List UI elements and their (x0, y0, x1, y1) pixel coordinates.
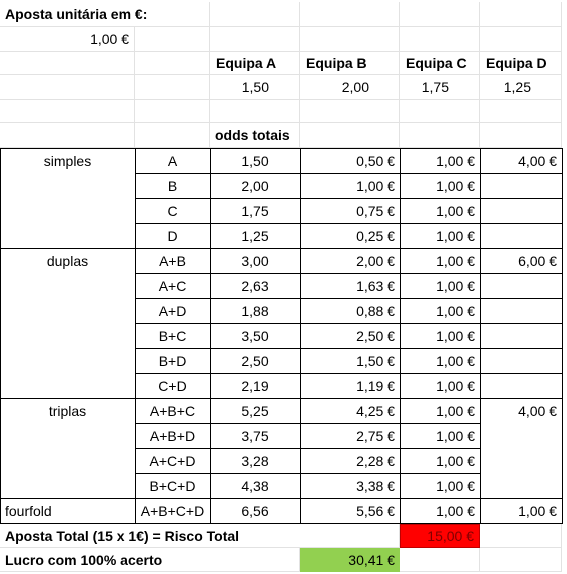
total-risk-value[interactable]: 15,00 € (400, 524, 480, 548)
stake[interactable]: 1,00 € (436, 277, 475, 294)
table-border-h (480, 148, 563, 149)
team-odds[interactable]: 1,50 (210, 75, 300, 100)
group-label[interactable]: duplas (46, 252, 89, 269)
combo[interactable]: A (167, 152, 178, 169)
grid-cell[interactable] (210, 2, 300, 27)
grid-cell[interactable] (400, 548, 480, 572)
table-border-v (135, 148, 136, 523)
grid-cell[interactable] (0, 123, 135, 148)
group-total[interactable] (480, 298, 562, 323)
profit[interactable]: 4,25 € (356, 402, 395, 419)
profit-value[interactable]: 30,41 € (300, 548, 400, 572)
combo[interactable]: A+B+C+D (140, 502, 205, 519)
group-label[interactable] (0, 448, 135, 473)
combined-odds[interactable]: 4,38 (241, 477, 269, 494)
table-border-h (480, 348, 563, 349)
combined-odds[interactable]: 1,75 (241, 202, 269, 219)
combo[interactable]: A+B (159, 252, 186, 269)
group-label[interactable]: triplas (48, 402, 87, 419)
profit[interactable]: 1,19 € (356, 377, 395, 394)
grid-cell[interactable] (0, 100, 135, 123)
team-header[interactable]: Equipa A (210, 52, 300, 75)
stake[interactable]: 1,00 € (436, 427, 475, 444)
table-border-v (480, 148, 481, 523)
combo[interactable]: C+D (158, 377, 187, 394)
group-total[interactable] (480, 273, 562, 298)
table-border-h (480, 373, 563, 374)
unit-stake[interactable]: 1,00 € (0, 27, 135, 52)
combined-odds[interactable]: 2,50 (241, 352, 269, 369)
group-label[interactable] (0, 273, 135, 298)
grid-cell[interactable] (480, 100, 562, 123)
table-border-h (135, 298, 481, 299)
profit[interactable]: 0,50 € (356, 152, 395, 169)
profit-label[interactable]: Lucro com 100% acerto (5, 552, 163, 568)
odds-header[interactable]: odds totais (210, 123, 300, 148)
table-border-v (400, 148, 401, 523)
team-odds[interactable]: 2,00 (300, 75, 400, 100)
grid-cell[interactable] (400, 100, 480, 123)
team-header[interactable]: Equipa C (400, 52, 480, 75)
table-border-h (135, 173, 481, 174)
group-total[interactable]: 6,00 € (518, 252, 557, 269)
group-total[interactable] (480, 373, 562, 398)
table-border-h (135, 348, 481, 349)
table-border-h (480, 298, 563, 299)
table-border-v (0, 148, 1, 523)
stake[interactable]: 1,00 € (436, 377, 475, 394)
group-label[interactable] (0, 373, 135, 398)
profit[interactable]: 2,28 € (356, 452, 395, 469)
combined-odds[interactable]: 2,00 (241, 177, 269, 194)
grid-cell[interactable] (480, 27, 562, 52)
table-border-h (480, 223, 563, 224)
grid-cell[interactable] (300, 100, 400, 123)
grid-cell[interactable] (0, 75, 135, 100)
combined-odds[interactable]: 1,50 (241, 152, 269, 169)
table-border-h (135, 148, 481, 149)
grid-cell[interactable] (135, 52, 210, 75)
sheet-title[interactable]: Aposta unitária em €: (0, 2, 210, 27)
group-label[interactable] (0, 298, 135, 323)
group-label[interactable] (0, 323, 135, 348)
group-label[interactable]: fourfold (5, 502, 52, 519)
table-border-h (135, 373, 481, 374)
stake[interactable]: 1,00 € (436, 402, 475, 419)
stake[interactable]: 1,00 € (436, 477, 475, 494)
stake[interactable]: 1,00 € (436, 177, 475, 194)
stake[interactable]: 1,00 € (436, 252, 475, 269)
grid-cell[interactable] (400, 27, 480, 52)
profit[interactable]: 2,75 € (356, 427, 395, 444)
profit[interactable]: 5,56 € (356, 502, 395, 519)
group-total[interactable] (480, 448, 562, 473)
combo[interactable]: A+C (158, 277, 187, 294)
table-border-h (0, 148, 136, 149)
grid-cell[interactable] (400, 2, 480, 27)
group-label[interactable] (0, 173, 135, 198)
combined-odds[interactable]: 1,88 (241, 302, 269, 319)
table-border-h (480, 498, 563, 499)
combined-odds[interactable]: 1,25 (241, 227, 269, 244)
grid-cell[interactable] (300, 123, 400, 148)
combined-odds[interactable]: 3,28 (241, 452, 269, 469)
group-total[interactable] (480, 223, 562, 248)
group-total[interactable] (480, 198, 562, 223)
stake[interactable]: 1,00 € (436, 302, 475, 319)
grid-cell[interactable] (480, 2, 562, 27)
combined-odds[interactable]: 2,19 (241, 377, 269, 394)
grid-cell[interactable] (135, 100, 210, 123)
profit[interactable]: 1,50 € (356, 352, 395, 369)
group-label[interactable] (0, 348, 135, 373)
team-odds[interactable]: 1,25 (480, 75, 562, 100)
combined-odds[interactable]: 3,75 (241, 427, 269, 444)
table-border-h (480, 248, 563, 249)
table-border-h (0, 498, 136, 499)
stake[interactable]: 1,00 € (436, 202, 475, 219)
grid-cell[interactable] (135, 75, 210, 100)
table-border-v (210, 148, 211, 523)
table-border-h (135, 423, 481, 424)
combo[interactable]: D (167, 227, 178, 244)
combined-odds[interactable]: 6,56 (241, 502, 269, 519)
combined-odds[interactable]: 3,00 (241, 252, 269, 269)
group-total[interactable] (480, 173, 562, 198)
stake[interactable]: 1,00 € (436, 152, 475, 169)
group-total[interactable]: 4,00 € (518, 152, 557, 169)
grid-cell[interactable] (480, 524, 562, 548)
table-border-h (480, 198, 563, 199)
group-label[interactable] (0, 223, 135, 248)
grid-cell[interactable] (400, 123, 480, 148)
table-border-h (0, 248, 136, 249)
table-border-h (135, 498, 481, 499)
combo[interactable]: A+D (158, 302, 187, 319)
stake[interactable]: 1,00 € (436, 452, 475, 469)
group-label[interactable] (0, 423, 135, 448)
team-header[interactable]: Equipa B (300, 52, 400, 75)
group-total[interactable] (480, 348, 562, 373)
total-risk-label[interactable]: Aposta Total (15 x 1€) = Risco Total (5, 528, 240, 544)
table-border-v (300, 148, 301, 523)
table-border-h (135, 198, 481, 199)
grid-cell[interactable] (480, 548, 562, 572)
table-border-h (135, 248, 481, 249)
profit[interactable]: 1,00 € (356, 177, 395, 194)
group-label[interactable] (0, 198, 135, 223)
combined-odds[interactable]: 2,63 (241, 277, 269, 294)
profit[interactable]: 1,63 € (356, 277, 395, 294)
table-border-h (480, 398, 563, 399)
combo[interactable]: C (167, 202, 178, 219)
group-total[interactable] (480, 423, 562, 448)
profit[interactable]: 0,75 € (356, 202, 395, 219)
grid-cell[interactable] (300, 2, 400, 27)
group-total[interactable]: 4,00 € (518, 402, 557, 419)
group-total[interactable] (480, 323, 562, 348)
grid-cell[interactable] (135, 123, 210, 148)
table-border-h (135, 273, 481, 274)
table-border-h (135, 398, 481, 399)
table-border-h (480, 323, 563, 324)
profit[interactable]: 3,38 € (356, 477, 395, 494)
combo[interactable]: A+B+C (149, 402, 196, 419)
grid-cell[interactable] (480, 123, 562, 148)
table-border-h (135, 323, 481, 324)
team-odds[interactable]: 1,75 (400, 75, 480, 100)
table-border-h (480, 273, 563, 274)
table-border-h (135, 448, 481, 449)
group-total[interactable]: 1,00 € (518, 502, 557, 519)
group-total[interactable] (480, 473, 562, 498)
grid-cell[interactable] (300, 27, 400, 52)
table-border-h (480, 173, 563, 174)
table-border-v (562, 148, 563, 523)
combo[interactable]: A+B+D (149, 427, 196, 444)
table-border-h (0, 398, 136, 399)
profit[interactable]: 2,50 € (356, 327, 395, 344)
table-border-h (135, 223, 481, 224)
table-border-h (135, 473, 481, 474)
group-label[interactable]: simples (43, 152, 92, 169)
grid-cell[interactable] (210, 27, 300, 52)
group-label[interactable] (0, 473, 135, 498)
combined-odds[interactable]: 3,50 (241, 327, 269, 344)
combo[interactable]: B+C+D (149, 477, 196, 494)
profit[interactable]: 0,25 € (356, 227, 395, 244)
combo[interactable]: B (167, 177, 178, 194)
combo[interactable]: B+D (158, 352, 187, 369)
stake[interactable]: 1,00 € (436, 227, 475, 244)
stake[interactable]: 1,00 € (436, 352, 475, 369)
combo[interactable]: A+C+D (149, 452, 196, 469)
grid-cell[interactable] (135, 27, 210, 52)
team-header[interactable]: Equipa D (480, 52, 562, 75)
grid-cell[interactable] (0, 52, 135, 75)
combo[interactable]: B+C (158, 327, 187, 344)
profit[interactable]: 2,00 € (356, 252, 395, 269)
combined-odds[interactable]: 5,25 (241, 402, 269, 419)
grid-cell[interactable] (210, 100, 300, 123)
stake[interactable]: 1,00 € (436, 327, 475, 344)
profit[interactable]: 0,88 € (356, 302, 395, 319)
stake[interactable]: 1,00 € (436, 502, 475, 519)
